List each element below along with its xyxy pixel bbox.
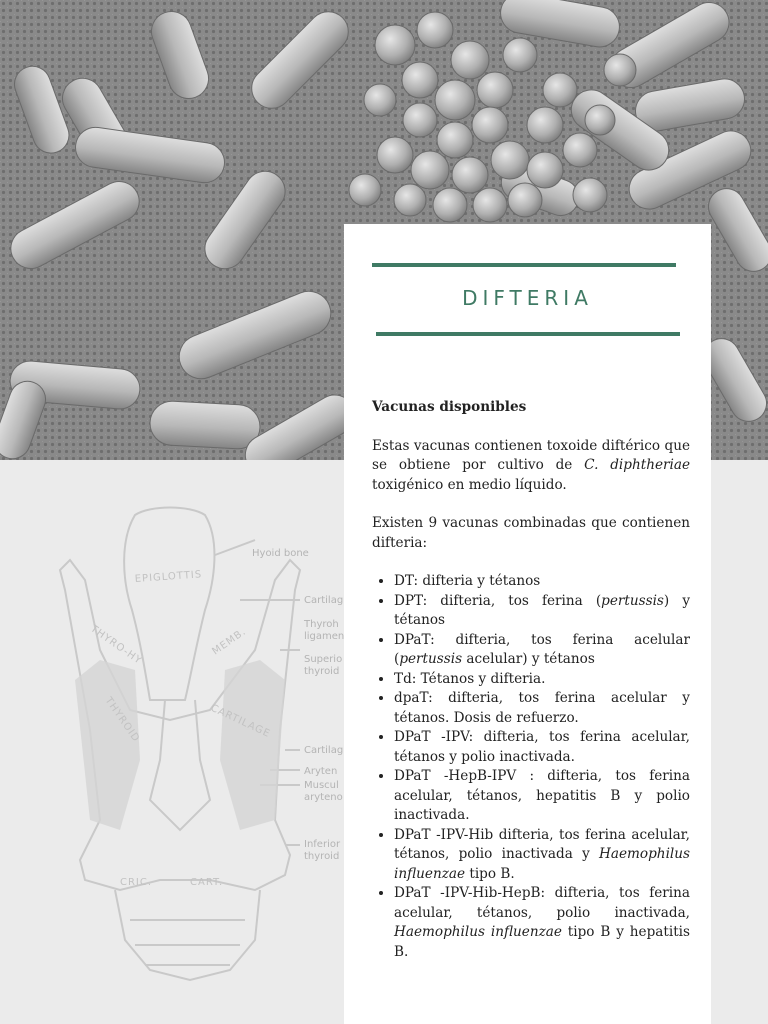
combined-vaccines-paragraph: Existen 9 vacunas combinadas que contienen difteria: — [372, 515, 690, 551]
label-right-10: Inferior — [304, 839, 341, 850]
italic-term: pertussis — [601, 592, 664, 609]
card-body — [372, 398, 690, 962]
label-cartilage: CARTILAGE — [208, 702, 272, 741]
label-right-6: Cartilag — [304, 745, 344, 756]
label-right-1: Cartilag — [304, 595, 344, 606]
page-title: DIFTERIA — [462, 286, 593, 310]
text-segment: tipo B. — [465, 865, 515, 882]
text-segment: dpaT: difteria, tos ferina acelular y tétanos. Dosis de refuerzo. — [394, 690, 690, 726]
italic-term: Haemophilus influenzae — [394, 846, 690, 882]
title-rule-top — [372, 263, 676, 267]
label-thyro-hy: THYRO-HY — [88, 623, 144, 667]
label-right-5: thyroid — [304, 666, 340, 677]
text-segment: DPaT -HepB-IPV : difteria, tos ferina acelular, tétanos, hepatitis B y polio inactivada. — [394, 768, 690, 823]
text-segment: acelular) y tétanos — [462, 651, 595, 667]
text-segment: Td: Tétanos y difteria. — [394, 670, 546, 687]
title-rule-bottom — [376, 332, 680, 336]
vaccine-item — [394, 592, 690, 631]
text-segment: DPT: difteria, tos ferina ( — [394, 592, 602, 609]
label-right-4: Superio — [304, 654, 343, 665]
label-right-9: aryteno — [304, 792, 343, 803]
label-thyroid: THYROID — [102, 695, 142, 745]
text-segment: tipo B y hepatitis B. — [394, 924, 690, 960]
larynx-illustration — [40, 500, 350, 1010]
text-segment: DPaT: difteria, tos ferina acelular ( — [394, 631, 690, 667]
vaccine-list — [372, 572, 690, 962]
text-segment: Estas vacunas contienen toxoide diftérico que se obtiene por cultivo de — [372, 437, 690, 473]
label-hyoid: Hyoid bone — [252, 548, 309, 559]
text-segment: ) y tétanos — [394, 592, 691, 628]
vaccine-item — [394, 572, 690, 592]
vaccine-item — [394, 670, 690, 690]
vaccine-item — [394, 826, 690, 885]
label-cart: CART. — [190, 877, 224, 888]
section-heading: Vacunas disponibles — [372, 399, 527, 415]
text-segment: DPaT -IPV-Hib-HepB: difteria, tos ferina acelular, tétanos, polio inactivada, — [394, 885, 690, 921]
text-segment: DT: difteria y tétanos — [394, 573, 541, 589]
label-right-3: ligamen — [304, 631, 345, 642]
italic-term: pertussis — [399, 651, 463, 667]
label-cric: CRIC. — [120, 877, 153, 888]
italic-term: C. diphtheriae — [584, 457, 690, 473]
text-segment: DPaT -IPV: difteria, tos ferina acelular, tétanos y polio inactivada. — [394, 729, 690, 765]
vaccine-item — [394, 689, 690, 728]
content-card — [344, 224, 711, 1024]
label-right-11: thyroid — [304, 851, 340, 862]
vaccine-item — [394, 728, 690, 767]
text-segment: toxigénico en medio líquido. — [372, 476, 567, 493]
label-memb: MEMB. — [210, 626, 249, 658]
vaccine-item — [394, 767, 690, 826]
vaccine-item — [394, 631, 690, 670]
text-segment: DPaT -IPV-Hib difteria, tos ferina acelular, tétanos, polio inactivada y — [394, 826, 690, 862]
vaccine-item — [394, 884, 690, 962]
label-epiglottis: EPIGLOTTIS — [134, 569, 203, 585]
intro-paragraph — [372, 437, 690, 496]
label-right-8: Muscul — [304, 780, 339, 791]
label-right-7: Aryten — [304, 766, 338, 777]
italic-term: Haemophilus influenzae — [394, 924, 562, 940]
label-right-2: Thyroh — [304, 619, 339, 630]
